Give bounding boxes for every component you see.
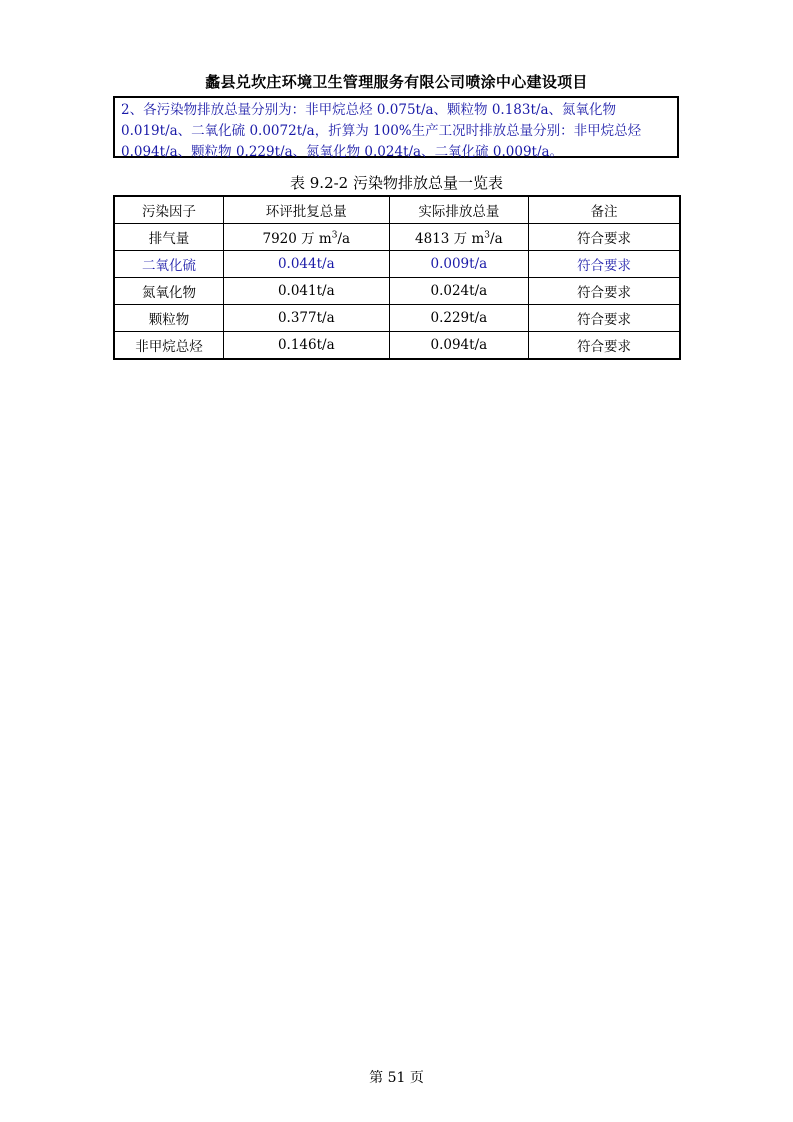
table-row bbox=[114, 224, 680, 251]
table-row bbox=[114, 305, 680, 332]
row-factor: 氮氧化物 bbox=[114, 278, 224, 305]
row-factor: 排气量 bbox=[114, 224, 224, 251]
row-actual: 0.024t/a bbox=[389, 278, 529, 305]
row-approved: 0.044t/a bbox=[224, 251, 389, 278]
row-actual: 0.009t/a bbox=[389, 251, 529, 278]
row-actual: 0.229t/a bbox=[389, 305, 529, 332]
document-header-title: 蠡县兑坎庄环境卫生管理服务有限公司喷涂中心建设项目 bbox=[205, 73, 588, 91]
row-actual: 0.094t/a bbox=[389, 332, 529, 360]
emission-summary-note: 2、各污染物排放总量分别为：非甲烷总烃 0.075t/a、颗粒物 0.183t/a、氮氧化物 0.019t/a、二氧化硫 0.0072t/a，折算为 100%生产工况时排放总量分别：非甲烷总烃 0.094t/a、颗粒物 0.229t/a、氮氧化物 0.024t/a、二氧化硫 0.009t/a。 bbox=[113, 96, 679, 158]
table-caption: 表 9.2-2 污染物排放总量一览表 bbox=[289, 174, 503, 192]
row-approved: 7920 万 $m^3/a$ bbox=[224, 224, 389, 251]
emission-total-table bbox=[113, 195, 681, 360]
table-row bbox=[114, 251, 680, 278]
page-number: 第 51 页 bbox=[369, 1070, 424, 1086]
row-factor: 二氧化硫 bbox=[114, 251, 224, 278]
row-factor: 颗粒物 bbox=[114, 305, 224, 332]
header-actual-total: 实际排放总量 bbox=[389, 196, 529, 224]
row-actual: 4813 万 $m^3/a$ bbox=[389, 224, 529, 251]
row-approved: 0.146t/a bbox=[224, 332, 389, 360]
row-approved: 0.377t/a bbox=[224, 305, 389, 332]
row-factor: 非甲烷总烃 bbox=[114, 332, 224, 360]
table-header-row bbox=[114, 196, 680, 224]
row-approved: 0.041t/a bbox=[224, 278, 389, 305]
table-row bbox=[114, 278, 680, 305]
header-pollutant-factor: 污染因子 bbox=[114, 196, 224, 224]
row-remark: 符合要求 bbox=[529, 278, 680, 305]
row-remark: 符合要求 bbox=[529, 332, 680, 360]
row-remark: 符合要求 bbox=[529, 305, 680, 332]
header-remark: 备注 bbox=[529, 196, 680, 224]
row-remark: 符合要求 bbox=[529, 224, 680, 251]
header-approved-total: 环评批复总量 bbox=[224, 196, 389, 224]
row-remark: 符合要求 bbox=[529, 251, 680, 278]
table-row bbox=[114, 332, 680, 360]
